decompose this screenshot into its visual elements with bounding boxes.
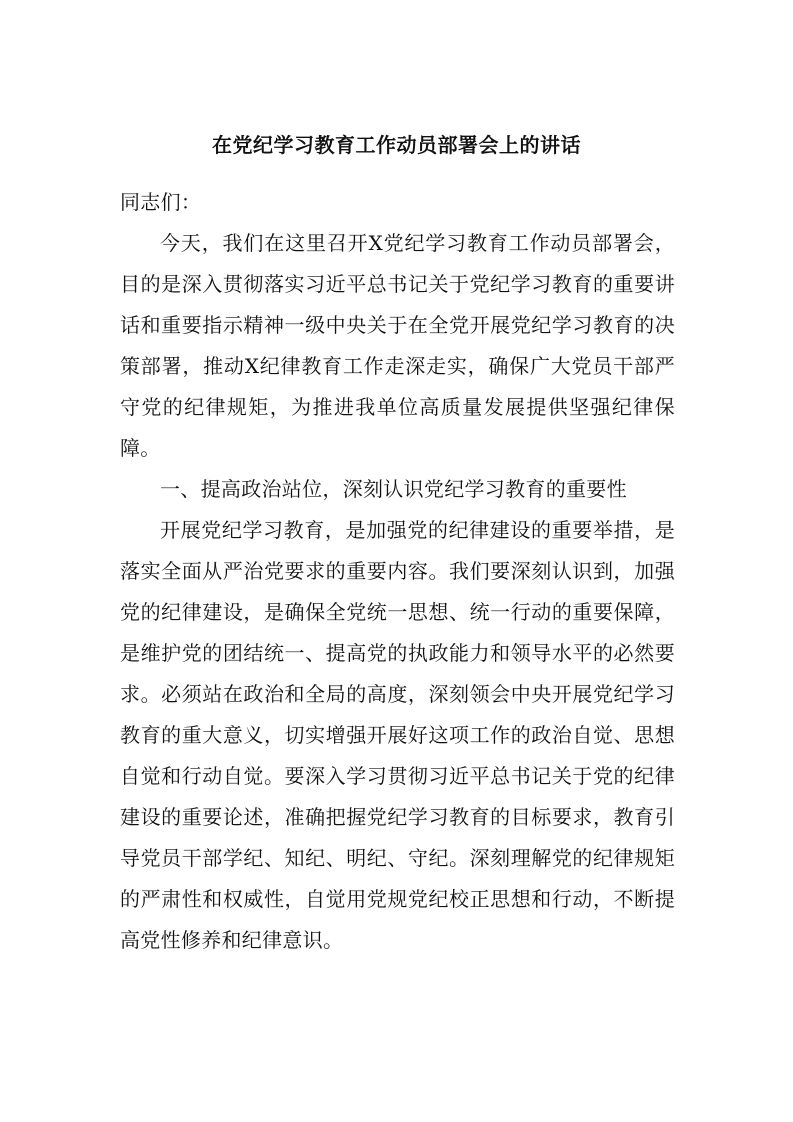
opening-paragraph: 今天，我们在这里召开X党纪学习教育工作动员部署会，目的是深入贯彻落实习近平总书记关于党纪学习教育的重要讲话和重要指示精神一级中央关于在全党开展党纪学习教育的决策部署，推动X纪律教育工作走深走实，确保广大党员干部严守党的纪律规矩，为推进我单位高质量发展提供坚强纪律保障。 [120,231,675,460]
salutation: 同志们： [120,190,202,214]
section-paragraph: 开展党纪学习教育，是加强党的纪律建设的重要举措，是落实全面从严治党要求的重要内容。我们要深刻认识到，加强党的纪律建设，是确保全党统一思想、统一行动的重要保障，是维护党的团结统一、提高党的执政能力和领导水平的必然要求。必须站在政治和全局的高度，深刻领会中央开展党纪学习教育的重大意义，切实增强开展好这项工作的政治自觉、思想自觉和行动自觉。要深入学习贯彻习近平总书记关于党的纪律建设的重要论述，准确把握党纪学习教育的目标要求，教育引导党员干部学纪、知纪、明纪、守纪。深刻理解党的纪律规矩的严肃性和权威性，自觉用党规党纪校正思想和行动，不断提高党性修养和纪律意识。 [120,518,675,952]
section-heading: 一、提高政治站位，深刻认识党纪学习教育的重要性 [160,477,627,501]
document-body [120,182,675,961]
document-title: 在党纪学习教育工作动员部署会上的讲话 [212,133,581,157]
